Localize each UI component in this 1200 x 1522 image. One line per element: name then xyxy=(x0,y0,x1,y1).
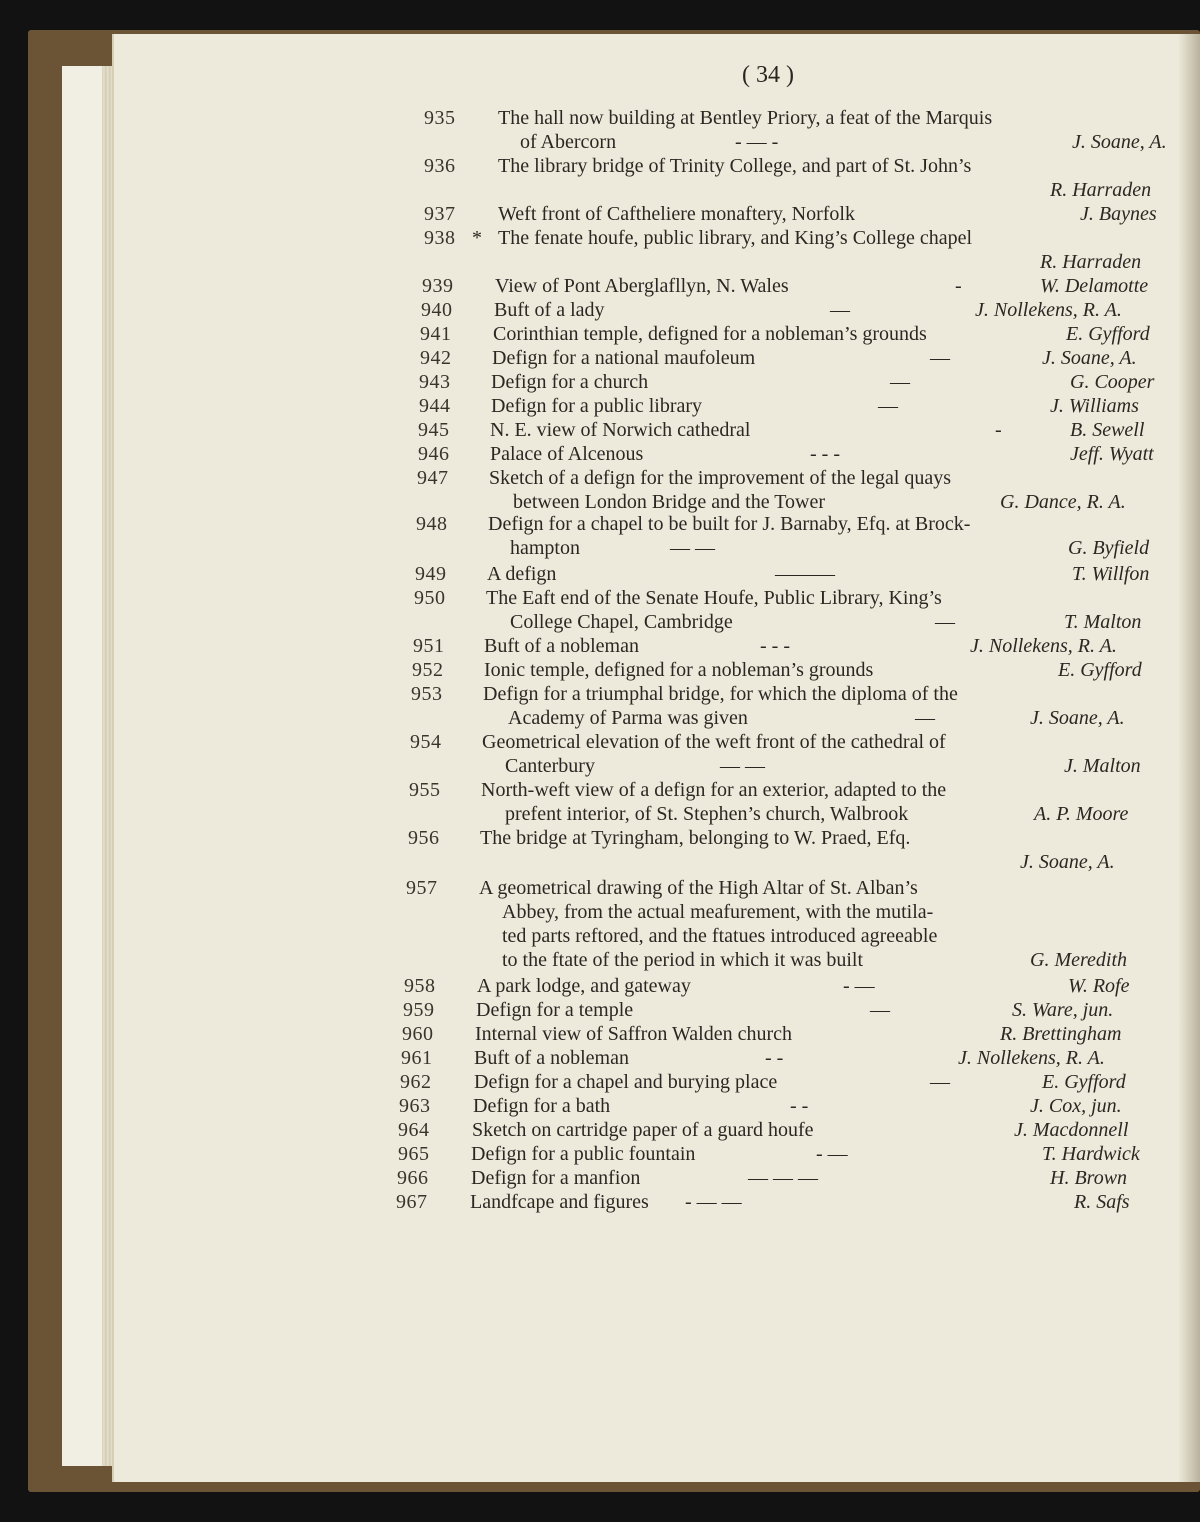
entry-dashes: - - - xyxy=(760,635,790,657)
entry-title-line: to the ftate of the period in which it was built xyxy=(502,949,864,971)
entry-title-line: Defign for a church xyxy=(491,371,649,393)
entry-title-line: College Chapel, Cambridge xyxy=(510,611,733,633)
entry-dashes: — xyxy=(930,1071,950,1093)
entry-title-line: The fenate houfe, public library, and King’s College chapel xyxy=(498,227,973,249)
entry-artist: J. Soane, A. xyxy=(1030,707,1125,729)
entry-number: 954 xyxy=(410,731,442,753)
entry-title-line: between London Bridge and the Tower xyxy=(513,491,826,513)
entry-artist: J. Nollekens, R. A. xyxy=(975,299,1122,321)
entry-artist: Jeff. Wyatt xyxy=(1070,443,1154,465)
entry-number: 945 xyxy=(418,419,450,441)
entry-title-line: Landfcape and figures xyxy=(470,1191,649,1213)
entry-artist: J. Malton xyxy=(1064,755,1141,777)
entry-number: 965 xyxy=(398,1143,430,1165)
entry-dashes: — xyxy=(930,347,950,369)
entry-title-line: Sketch of a defign for the improvement of the legal quays xyxy=(489,467,952,489)
entry-title-line: The library bridge of Trinity College, and part of St. John’s xyxy=(498,155,972,177)
entry-number: 935 xyxy=(424,107,456,129)
entry-number: 939 xyxy=(422,275,454,297)
entry-dashes: — xyxy=(915,707,935,729)
entry-title-line: Canterbury xyxy=(505,755,595,777)
entry-number: 950 xyxy=(414,587,446,609)
entry-artist: G. Byfield xyxy=(1068,537,1150,559)
entry-artist: J. Nollekens, R. A. xyxy=(970,635,1117,657)
entry-number: 953 xyxy=(411,683,443,705)
entry-number: 966 xyxy=(397,1167,429,1189)
entry-title-line: hampton xyxy=(510,537,580,559)
entry-dashes: - xyxy=(995,419,1002,441)
entry-title-line: Defign for a public library xyxy=(491,395,703,417)
entry-number: 962 xyxy=(400,1071,432,1093)
entry-artist: J. Cox, jun. xyxy=(1030,1095,1122,1117)
entry-number: 940 xyxy=(421,299,453,321)
entry-title-line: Ionic temple, defigned for a nobleman’s grounds xyxy=(484,659,874,681)
entry-dashes: — xyxy=(878,395,898,417)
entry-number: 967 xyxy=(396,1191,428,1213)
entry-artist: J. Soane, A. xyxy=(1072,131,1167,153)
entry-artist: E. Gyfford xyxy=(1058,659,1142,681)
entry-title-line: ted parts reftored, and the ftatues introduced agreeable xyxy=(502,925,938,947)
entry-dashes: - — xyxy=(843,975,875,997)
entry-artist: J. Soane, A. xyxy=(1020,851,1115,873)
entry-dashes: - - xyxy=(765,1047,784,1069)
entry-title-line: Sketch on cartridge paper of a guard houfe xyxy=(472,1119,814,1141)
page-number: ( 34 ) xyxy=(742,62,794,88)
entry-number: 948 xyxy=(416,513,448,535)
entry-artist: T. Willfon xyxy=(1072,563,1150,585)
entry-number: 960 xyxy=(402,1023,434,1045)
entry-dashes: — xyxy=(890,371,910,393)
entry-number: 944 xyxy=(419,395,451,417)
entry-title-line: Defign for a temple xyxy=(476,999,634,1021)
entry-title-line: Abbey, from the actual meafurement, with the mutila- xyxy=(502,901,934,923)
entry-artist: J. Macdonnell xyxy=(1014,1119,1129,1141)
entry-title-line: The hall now building at Bentley Priory, a feat of the Marquis xyxy=(498,107,993,129)
entry-dashes: - — — xyxy=(685,1191,742,1213)
entry-number: 961 xyxy=(401,1047,433,1069)
entry-title-line: Weft front of Caftheliere monaftery, Norfolk xyxy=(498,203,855,225)
entry-artist: W. Rofe xyxy=(1068,975,1130,997)
entry-title-line: A geometrical drawing of the High Altar of St. Alban’s xyxy=(479,877,918,899)
entry-artist: G. Meredith xyxy=(1030,949,1128,971)
entry-artist: G. Dance, R. A. xyxy=(1000,491,1126,513)
entry-number: 951 xyxy=(413,635,445,657)
entry-number: 947 xyxy=(417,467,449,489)
entry-title-line: Buft of a nobleman xyxy=(484,635,639,657)
entry-number: 941 xyxy=(420,323,452,345)
entry-dashes: — — xyxy=(670,537,715,559)
entry-artist: G. Cooper xyxy=(1070,371,1155,393)
entry-dashes: - xyxy=(955,275,962,297)
entry-number: 957 xyxy=(406,877,438,899)
entry-artist: R. Harraden xyxy=(1040,251,1142,273)
entry-title-line: Defign for a triumphal bridge, for which the diploma of the xyxy=(483,683,958,705)
entry-title-line: Buft of a lady xyxy=(494,299,605,321)
entry-title-line: Geometrical elevation of the weft front of the cathedral of xyxy=(482,731,946,753)
entry-number: 958 xyxy=(404,975,436,997)
entry-artist: E. Gyfford xyxy=(1042,1071,1126,1093)
entry-title-line: Academy of Parma was given xyxy=(508,707,748,729)
entry-artist: H. Brown xyxy=(1050,1167,1128,1189)
entry-artist: S. Ware, jun. xyxy=(1012,999,1114,1021)
entry-title-line: A defign xyxy=(487,563,557,585)
entry-dashes: — — xyxy=(720,755,765,777)
entry-number: 938 xyxy=(424,227,456,249)
entry-title-line: Internal view of Saffron Walden church xyxy=(475,1023,792,1045)
entry-number: 955 xyxy=(409,779,441,801)
entry-number: 959 xyxy=(403,999,435,1021)
entry-artist: J. Baynes xyxy=(1080,203,1157,225)
entry-number: 956 xyxy=(408,827,440,849)
entry-number: 964 xyxy=(398,1119,430,1141)
entry-number: 952 xyxy=(412,659,444,681)
entry-title-line: Defign for a public fountain xyxy=(471,1143,696,1165)
entry-artist: T. Malton xyxy=(1064,611,1142,633)
entry-number: 949 xyxy=(415,563,447,585)
entry-number: 946 xyxy=(418,443,450,465)
entry-number: 963 xyxy=(399,1095,431,1117)
entry-number: 936 xyxy=(424,155,456,177)
entry-artist: W. Delamotte xyxy=(1040,275,1149,297)
entry-dashes: - - - xyxy=(810,443,840,465)
entry-dashes: — xyxy=(935,611,955,633)
entry-artist: A. P. Moore xyxy=(1034,803,1129,825)
entry-artist: T. Hardwick xyxy=(1042,1143,1140,1165)
entry-dashes: — xyxy=(870,999,890,1021)
entry-title-line: Defign for a bath xyxy=(473,1095,611,1117)
entry-artist: R. Safs xyxy=(1074,1191,1130,1213)
entry-artist: J. Nollekens, R. A. xyxy=(958,1047,1105,1069)
entry-title-line: The bridge at Tyringham, belonging to W. Praed, Efq. xyxy=(480,827,911,849)
entry-title-line: of Abercorn xyxy=(520,131,617,153)
entry-title-line: prefent interior, of St. Stephen’s church, Walbrook xyxy=(505,803,909,825)
entry-artist: B. Sewell xyxy=(1070,419,1145,441)
entry-number: 943 xyxy=(419,371,451,393)
entry-artist: J. Soane, A. xyxy=(1042,347,1137,369)
entry-title-line: Defign for a national maufoleum xyxy=(492,347,756,369)
entry-title-line: View of Pont Aberglafllyn, N. Wales xyxy=(495,275,789,297)
entry-dashes: - — - xyxy=(735,131,779,153)
entry-artist: J. Williams xyxy=(1050,395,1139,417)
entry-title-line: Defign for a chapel to be built for J. Barnaby, Efq. at Brock- xyxy=(488,513,971,535)
entry-artist: R. Brettingham xyxy=(1000,1023,1122,1045)
entry-number: 942 xyxy=(420,347,452,369)
entry-dashes: ——— xyxy=(775,563,835,585)
entry-dashes: - — xyxy=(816,1143,848,1165)
entry-dashes: - - xyxy=(790,1095,809,1117)
entry-title-line: The Eaft end of the Senate Houfe, Public Library, King’s xyxy=(486,587,942,609)
entry-artist: E. Gyfford xyxy=(1066,323,1150,345)
entry-title-line: Palace of Alcenous xyxy=(490,443,644,465)
entry-asterisk: * xyxy=(472,227,482,249)
entry-dashes: — xyxy=(830,299,850,321)
entry-title-line: North-weft view of a defign for an exterior, adapted to the xyxy=(481,779,947,801)
entry-artist: R. Harraden xyxy=(1050,179,1152,201)
entry-title-line: Defign for a chapel and burying place xyxy=(474,1071,778,1093)
entry-title-line: Buft of a nobleman xyxy=(474,1047,629,1069)
entry-number: 937 xyxy=(424,203,456,225)
entry-title-line: Defign for a manfion xyxy=(471,1167,641,1189)
entry-title-line: N. E. view of Norwich cathedral xyxy=(490,419,751,441)
entry-title-line: Corinthian temple, defigned for a nobleman’s grounds xyxy=(493,323,927,345)
entry-title-line: A park lodge, and gateway xyxy=(477,975,691,997)
entry-dashes: — — — xyxy=(748,1167,818,1189)
